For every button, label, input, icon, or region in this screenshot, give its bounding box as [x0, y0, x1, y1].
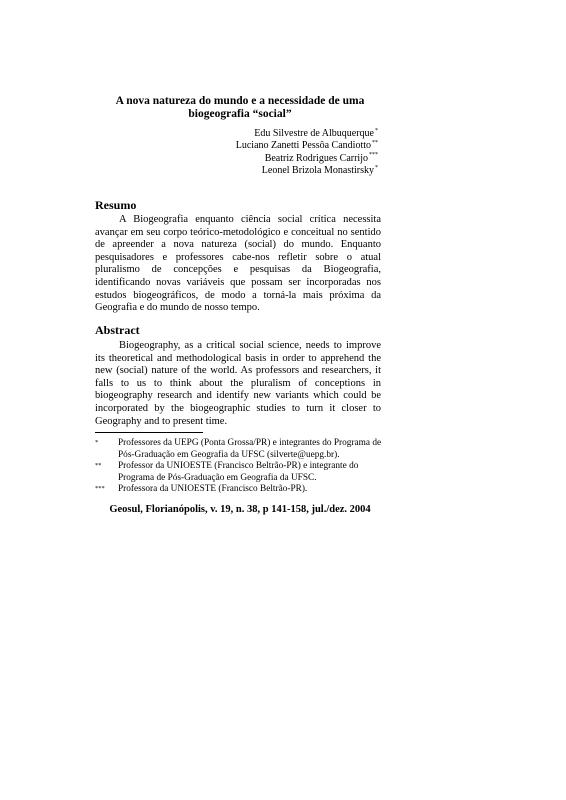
author-footnote-mark: ***	[369, 152, 378, 159]
author-name: Luciano Zanetti Pessôa Candiotto	[235, 140, 371, 152]
author-name: Beatriz Rodrigues Carrijo	[264, 152, 368, 164]
title-line-2: biogeografia “social”	[188, 108, 292, 120]
author-line	[118, 153, 378, 165]
footnote	[95, 461, 385, 484]
footnote-mark: ***	[95, 485, 105, 492]
footnote-text: Professora da UNIOESTE (Francisco Beltrão-PR).	[118, 484, 308, 494]
footnote-separator	[95, 432, 203, 433]
footnote-text: Professores da UEPG (Ponta Grossa/PR) e integrantes do Programa de Pós-Graduação em Geografia da UFSC (silverte@uepg.br).	[118, 438, 382, 460]
author-name: Leonel Brizola Monastirsky	[261, 165, 374, 177]
footnote	[95, 438, 385, 461]
footnote-mark: **	[95, 462, 102, 469]
footnote-mark: *	[95, 439, 99, 446]
footnotes	[95, 438, 385, 496]
author-line	[118, 128, 378, 140]
abstract-heading: Abstract	[95, 323, 140, 337]
author-footnote-mark: *	[375, 127, 378, 134]
author-line	[118, 165, 378, 177]
footnote-text: Professor da UNIOESTE (Francisco Beltrão-PR) e integrante do Programa de Pós-Graduação em Geografia da UFSC.	[118, 461, 359, 483]
author-name: Edu Silvestre de Albuquerque	[254, 128, 374, 139]
footnote	[95, 484, 385, 496]
paper-title	[100, 95, 380, 121]
author-footnote-mark: *	[375, 164, 378, 171]
resumo-heading: Resumo	[95, 198, 137, 212]
author-line	[118, 140, 378, 152]
title-line-1: A nova natureza do mundo e a necessidade de uma	[115, 95, 365, 107]
journal-reference: Geosul, Florianópolis, v. 19, n. 38, p 141-158, jul./dez. 2004	[109, 504, 371, 515]
resumo-paragraph: A Biogeografia enquanto ciência social crítica necessita avançar em seu corpo teórico-metodológico e conceitual no sentido de apreender a nova natureza (social) do mundo. Enquanto pesquisadores e professores cabe-nos refletir sobre o atual pluralismo de concepções e pesquisas da Biogeografia, identificando novas variáveis que possam ser incorporadas nos estudos biogeográficos, de modo a torná-la mais próxima da Geografia e do mundo de nosso tempo.	[95, 214, 381, 314]
author-footnote-mark: **	[372, 140, 378, 147]
author-list	[118, 128, 378, 178]
abstract-paragraph: Biogeography, as a critical social science, needs to improve its theoretical and methodological basis in order to apprehend the new (social) nature of the world. As professors and researchers, it falls to us to think about the pluralism of conceptions in biogeography research and identify new variants which could be incorporated by the biogeographic studies to turn it closer to Geography and to present time.	[95, 340, 381, 427]
